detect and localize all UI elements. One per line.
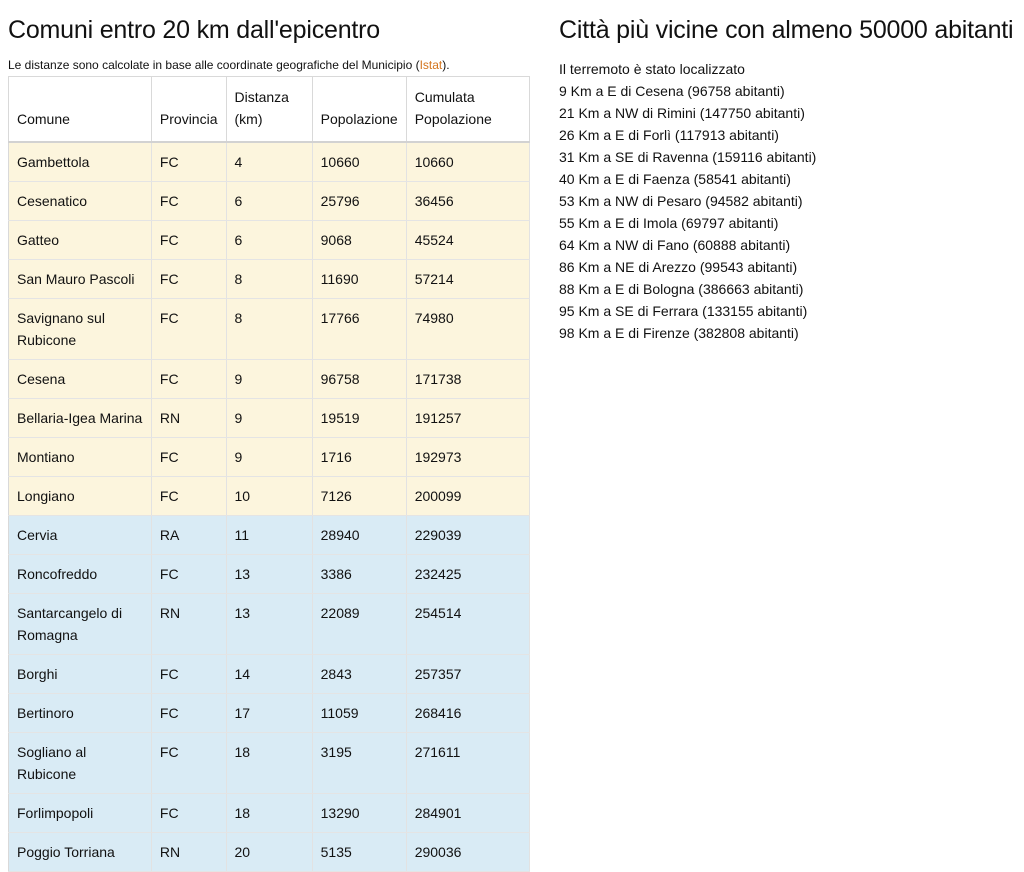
cell-comune: Montiano xyxy=(9,438,152,477)
cell-dist: 10 xyxy=(226,477,312,516)
cell-prov: RN xyxy=(151,594,226,655)
cell-cum: 10660 xyxy=(406,142,529,182)
istat-link[interactable]: Istat xyxy=(419,58,443,72)
cell-cum: 229039 xyxy=(406,516,529,555)
distance-note xyxy=(8,57,530,73)
table-row xyxy=(9,260,530,299)
cell-comune: Sogliano al Rubicone xyxy=(9,733,152,794)
table-body xyxy=(9,142,530,872)
cell-cum: 268416 xyxy=(406,694,529,733)
municipalities-section xyxy=(8,0,530,872)
header-provincia: Provincia xyxy=(151,77,226,143)
cell-pop: 1716 xyxy=(312,438,406,477)
table-header-row xyxy=(9,77,530,143)
cell-pop: 2843 xyxy=(312,655,406,694)
table-row xyxy=(9,694,530,733)
list-item: 55 Km a E di Imola (69797 abitanti) xyxy=(559,215,779,231)
cell-dist: 13 xyxy=(226,594,312,655)
cell-cum: 257357 xyxy=(406,655,529,694)
cell-comune: Cervia xyxy=(9,516,152,555)
cell-dist: 9 xyxy=(226,360,312,399)
cell-dist: 6 xyxy=(226,182,312,221)
cell-comune: Cesenatico xyxy=(9,182,152,221)
cell-pop: 28940 xyxy=(312,516,406,555)
list-item: 64 Km a NW di Fano (60888 abitanti) xyxy=(559,237,791,253)
cell-comune: Longiano xyxy=(9,477,152,516)
section-title: Città più vicine con almeno 50000 abitanti xyxy=(559,16,1014,44)
cell-prov: FC xyxy=(151,142,226,182)
table-row xyxy=(9,182,530,221)
table-row xyxy=(9,142,530,182)
cell-prov: FC xyxy=(151,477,226,516)
cell-pop: 3195 xyxy=(312,733,406,794)
cell-dist: 11 xyxy=(226,516,312,555)
cell-pop: 96758 xyxy=(312,360,406,399)
cell-cum: 191257 xyxy=(406,399,529,438)
cell-cum: 36456 xyxy=(406,182,529,221)
list-item: 98 Km a E di Firenze (382808 abitanti) xyxy=(559,325,799,341)
list-item: 53 Km a NW di Pesaro (94582 abitanti) xyxy=(559,193,803,209)
header-popolazione: Popolazione xyxy=(312,77,406,143)
list-item: 95 Km a SE di Ferrara (133155 abitanti) xyxy=(559,303,808,319)
cell-cum: 232425 xyxy=(406,555,529,594)
cell-pop: 19519 xyxy=(312,399,406,438)
list-item: 40 Km a E di Faenza (58541 abitanti) xyxy=(559,171,791,187)
table-row xyxy=(9,399,530,438)
cell-comune: San Mauro Pascoli xyxy=(9,260,152,299)
table-row xyxy=(9,360,530,399)
list-item: 31 Km a SE di Ravenna (159116 abitanti) xyxy=(559,149,817,165)
cell-comune: Borghi xyxy=(9,655,152,694)
cell-pop: 17766 xyxy=(312,299,406,360)
section-title: Comuni entro 20 km dall'epicentro xyxy=(8,16,380,44)
cell-prov: RA xyxy=(151,516,226,555)
municipalities-table xyxy=(8,76,530,872)
header-comune: Comune xyxy=(9,77,152,143)
cell-prov: RN xyxy=(151,833,226,872)
cell-comune: Savignano sul Rubicone xyxy=(9,299,152,360)
table-row xyxy=(9,477,530,516)
cell-comune: Poggio Torriana xyxy=(9,833,152,872)
cell-pop: 22089 xyxy=(312,594,406,655)
cell-comune: Gatteo xyxy=(9,221,152,260)
list-item: 26 Km a E di Forlì (117913 abitanti) xyxy=(559,127,779,143)
cell-dist: 9 xyxy=(226,438,312,477)
cell-cum: 254514 xyxy=(406,594,529,655)
cell-dist: 17 xyxy=(226,694,312,733)
cell-cum: 45524 xyxy=(406,221,529,260)
cell-pop: 5135 xyxy=(312,833,406,872)
cell-pop: 13290 xyxy=(312,794,406,833)
cell-cum: 74980 xyxy=(406,299,529,360)
cell-dist: 6 xyxy=(226,221,312,260)
table-row xyxy=(9,833,530,872)
cell-dist: 14 xyxy=(226,655,312,694)
table-row xyxy=(9,594,530,655)
cell-comune: Roncofreddo xyxy=(9,555,152,594)
cell-dist: 4 xyxy=(226,142,312,182)
cell-comune: Forlimpopoli xyxy=(9,794,152,833)
cell-prov: FC xyxy=(151,360,226,399)
cell-comune: Santarcangelo di Romagna xyxy=(9,594,152,655)
cell-prov: FC xyxy=(151,733,226,794)
cell-pop: 10660 xyxy=(312,142,406,182)
cell-prov: FC xyxy=(151,221,226,260)
cell-prov: FC xyxy=(151,182,226,221)
cell-cum: 192973 xyxy=(406,438,529,477)
table-row xyxy=(9,299,530,360)
cell-cum: 57214 xyxy=(406,260,529,299)
cell-pop: 7126 xyxy=(312,477,406,516)
cell-dist: 8 xyxy=(226,260,312,299)
header-cumulata: Cumulata Popolazione xyxy=(406,77,529,143)
table-row xyxy=(9,516,530,555)
cell-prov: FC xyxy=(151,694,226,733)
list-intro: Il terremoto è stato localizzato xyxy=(559,61,745,77)
note-suffix: ). xyxy=(442,58,450,72)
list-item: 86 Km a NE di Arezzo (99543 abitanti) xyxy=(559,259,798,275)
cell-pop: 11059 xyxy=(312,694,406,733)
note-prefix: Le distanze sono calcolate in base alle coordinate geografiche del Municipio ( xyxy=(8,58,420,72)
cell-cum: 200099 xyxy=(406,477,529,516)
cell-dist: 8 xyxy=(226,299,312,360)
cell-pop: 3386 xyxy=(312,555,406,594)
cell-comune: Gambettola xyxy=(9,142,152,182)
cell-comune: Cesena xyxy=(9,360,152,399)
cell-comune: Bertinoro xyxy=(9,694,152,733)
table-row xyxy=(9,733,530,794)
table-row xyxy=(9,655,530,694)
table-row xyxy=(9,794,530,833)
cell-prov: FC xyxy=(151,655,226,694)
cell-prov: FC xyxy=(151,794,226,833)
cell-pop: 25796 xyxy=(312,182,406,221)
cell-dist: 9 xyxy=(226,399,312,438)
cell-cum: 171738 xyxy=(406,360,529,399)
list-item: 88 Km a E di Bologna (386663 abitanti) xyxy=(559,281,804,297)
nearest-cities-section xyxy=(559,0,1019,344)
table-row xyxy=(9,555,530,594)
cell-prov: RN xyxy=(151,399,226,438)
list-item: 21 Km a NW di Rimini (147750 abitanti) xyxy=(559,105,805,121)
cell-cum: 290036 xyxy=(406,833,529,872)
table-row xyxy=(9,221,530,260)
cell-pop: 9068 xyxy=(312,221,406,260)
cell-cum: 271611 xyxy=(406,733,529,794)
table-row xyxy=(9,438,530,477)
cell-cum: 284901 xyxy=(406,794,529,833)
cell-dist: 18 xyxy=(226,733,312,794)
cell-prov: FC xyxy=(151,299,226,360)
nearest-cities-list xyxy=(559,58,1019,344)
cell-dist: 13 xyxy=(226,555,312,594)
header-distanza: Distanza (km) xyxy=(226,77,312,143)
cell-prov: FC xyxy=(151,260,226,299)
cell-pop: 11690 xyxy=(312,260,406,299)
cell-prov: FC xyxy=(151,555,226,594)
cell-comune: Bellaria-Igea Marina xyxy=(9,399,152,438)
cell-prov: FC xyxy=(151,438,226,477)
cell-dist: 18 xyxy=(226,794,312,833)
list-item: 9 Km a E di Cesena (96758 abitanti) xyxy=(559,83,785,99)
cell-dist: 20 xyxy=(226,833,312,872)
